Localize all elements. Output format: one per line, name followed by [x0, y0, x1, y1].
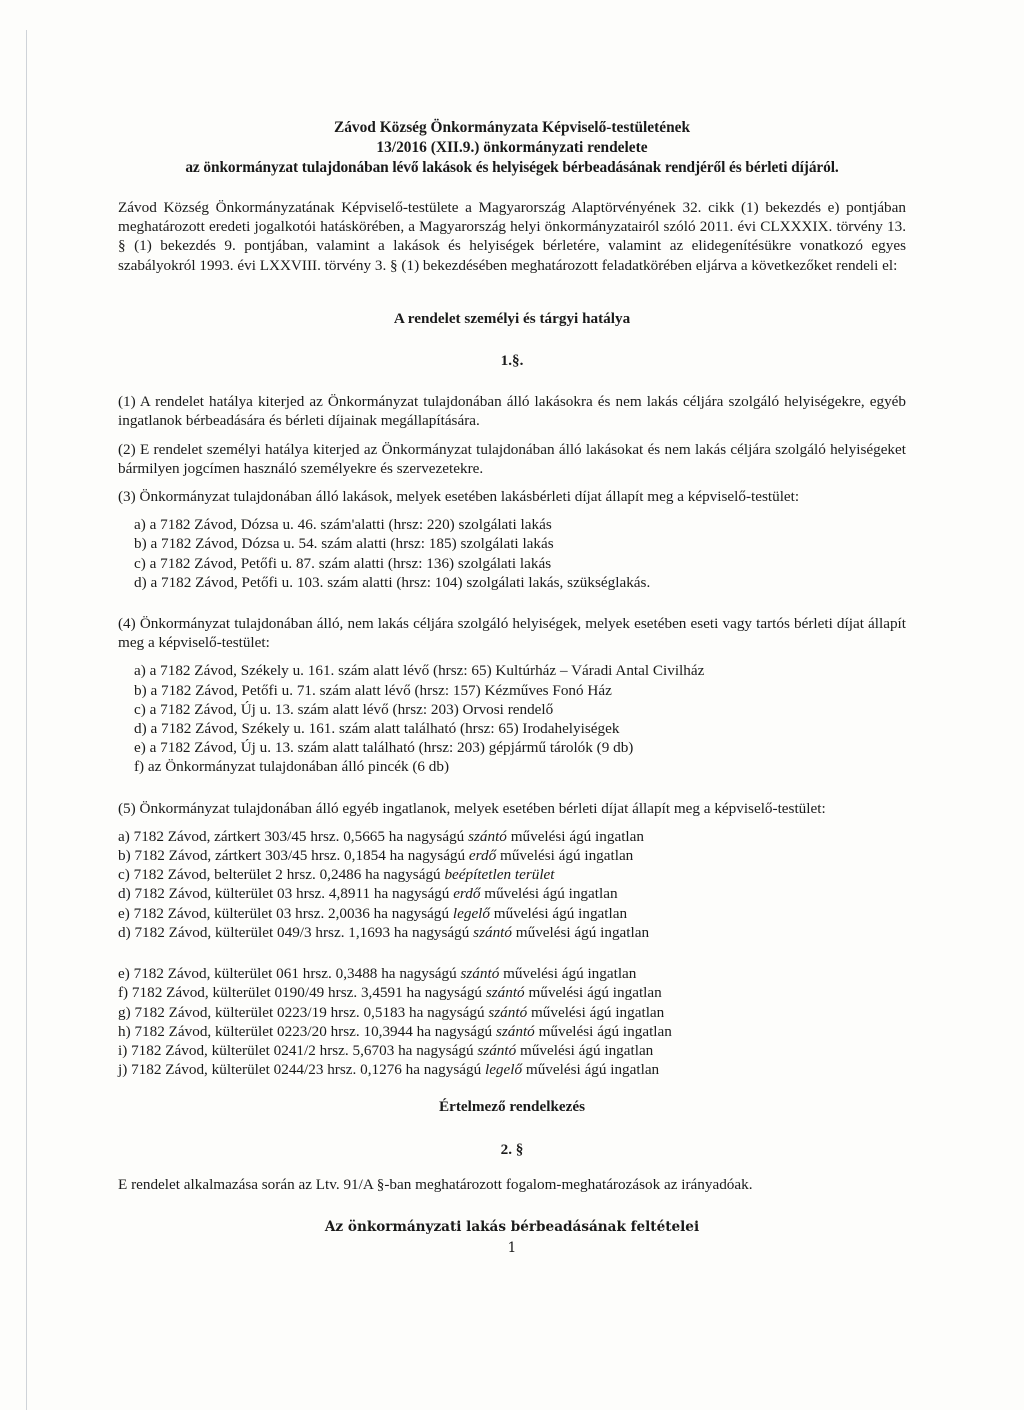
property-text: d) 7182 Závod, külterület 049/3 hrsz. 1,1693 ha nagyságú	[118, 923, 474, 941]
land-use-type: szántó	[477, 1041, 517, 1059]
property-item	[118, 846, 906, 865]
land-use-type: szántó	[460, 965, 500, 983]
property-item	[118, 1041, 906, 1060]
ch1-paragraph-5: (5) Önkormányzat tulajdonában álló egyéb ingatlanok, melyek esetében bérleti díjat állapít meg a képviselő-testület:	[118, 799, 826, 817]
ch1-paragraph-4: (4) Önkormányzat tulajdonában álló, nem lakás céljára szolgáló helyiségek, melyek esetében eseti vagy tartós bérleti díjat állapít meg a képviselő-testület:	[118, 615, 906, 652]
property-suffix: művelési ágú ingatlan	[527, 1003, 665, 1021]
property-item	[118, 983, 906, 1002]
p3-list	[118, 515, 906, 592]
ch2-paragraph-1: E rendelet alkalmazása során az Ltv. 91/A §-ban meghatározott fogalom-meghatározások az irányadóak.	[118, 1175, 753, 1193]
property-suffix: művelési ágú ingatlan	[490, 904, 628, 922]
land-use-type: szántó	[488, 1003, 528, 1021]
chapter1-heading: A rendelet személyi és tárgyi hatálya	[393, 309, 631, 327]
property-text: h) 7182 Závod, külterület 0223/20 hrsz. 10,3944 ha nagyságú	[118, 1022, 496, 1040]
property-text: e) 7182 Závod, külterület 061 hrsz. 0,3488 ha nagyságú	[118, 965, 461, 983]
property-suffix: művelési ágú ingatlan	[522, 1061, 660, 1079]
property-suffix: művelési ágú ingatlan	[480, 885, 618, 903]
p4-list	[118, 661, 906, 776]
land-use-type: legelő	[484, 1061, 523, 1079]
property-suffix: művelési ágú ingatlan	[511, 923, 650, 941]
preamble: Závod Község Önkormányzatának Képviselő-testülete a Magyarország Alaptörvényének 32. cikk (1) bekezdés e) pontjában meghatározott eredeti jogalkotói hatáskörében, a Magyarország helyi önkormányzatairól szóló 2011. évi CLXXXIX. törvény 13. § (1) bekezdés 9. pontjában, valamint a lakások és helyiségek bérletére, valamint az elidegenítésükre vonatkozó egyes szabályokról 1993. évi LXXVIII. törvény 3. § (1) bekezdésében meghatározott feladatkörében eljárva a következőket rendeli el:	[118, 199, 906, 274]
property-item	[118, 923, 906, 942]
p5-list-continued	[118, 964, 906, 1079]
ch1-paragraph-3: (3) Önkormányzat tulajdonában álló lakások, melyek esetében lakásbérleti díjat állapít meg a képviselő-testület:	[118, 488, 800, 506]
property-suffix: művelési ágú ingatlan	[499, 965, 637, 983]
property-suffix: művelési ágú ingatlan	[534, 1022, 672, 1040]
list-item: d) a 7182 Závod, Székely u. 161. szám alatt található (hrsz: 65) Irodahelyiségek	[134, 720, 620, 738]
land-use-type: legelő	[452, 904, 490, 922]
property-text: d) 7182 Závod, külterület 03 hrsz. 4,8911 ha nagyságú	[118, 885, 454, 903]
property-text: f) 7182 Závod, külterület 0190/49 hrsz. 3,4591 ha nagyságú	[118, 984, 486, 1002]
property-text: a) 7182 Závod, zártkert 303/45 hrsz. 0,5665 ha nagyságú	[118, 827, 469, 845]
property-text: i) 7182 Závod, külterület 0241/2 hrsz. 5,6703 ha nagyságú	[118, 1041, 478, 1059]
property-text: g) 7182 Závod, külterület 0223/19 hrsz. 0,5183 ha nagyságú	[118, 1003, 489, 1021]
chapter3-heading: Az önkormányzati lakás bérbeadásának feltételei	[324, 1218, 700, 1235]
property-suffix: művelési ágú ingatlan	[524, 984, 662, 1002]
land-use-type: erdő	[468, 847, 497, 865]
land-use-type: beépítetlen terület	[444, 866, 555, 884]
ch1-paragraph-1: (1) A rendelet hatálya kiterjed az Önkormányzat tulajdonában álló lakásokra és nem lakás céljára szolgáló helyiségekre, egyéb ingatlanok bérbeadására és bérleti díjainak megállapítására.	[118, 393, 906, 430]
document-page	[118, 118, 906, 1258]
property-text: j) 7182 Závod, külterület 0244/23 hrsz. 0,1276 ha nagyságú	[118, 1061, 485, 1079]
property-item	[118, 1022, 906, 1041]
doc-title-line3: az önkormányzat tulajdonában lévő lakások és helyiségek bérbeadásának rendjéről és bérleti díjáról.	[185, 159, 839, 176]
ch1-paragraph-2: (2) E rendelet személyi hatálya kiterjed az Önkormányzat tulajdonában álló lakásokat és nem lakás céljára szolgáló helyiségeket bármilyen jogcímen használó személyekre és szervezetekre.	[118, 440, 906, 477]
doc-title-line1: Závod Község Önkormányzata Képviselő-testületének	[333, 119, 691, 136]
land-use-type: szántó	[468, 827, 507, 845]
p5-list	[118, 827, 906, 942]
property-item	[118, 827, 906, 846]
property-text: c) 7182 Závod, belterület 2 hrsz. 0,2486 ha nagyságú	[118, 866, 445, 884]
section-1-number: 1.§.	[500, 352, 524, 370]
doc-title-line2: 13/2016 (XII.9.) önkormányzati rendelete	[376, 139, 648, 156]
land-use-type: erdő	[453, 885, 481, 903]
list-item: b) a 7182 Závod, Petőfi u. 71. szám alatt lévő (hrsz: 157) Kézműves Fonó Ház	[134, 681, 612, 699]
page-number: 1	[507, 1240, 517, 1257]
property-item	[118, 884, 906, 903]
property-text: e) 7182 Závod, külterület 03 hrsz. 2,0036 ha nagyságú	[118, 904, 453, 922]
property-suffix: művelési ágú ingatlan	[506, 827, 644, 845]
land-use-type: szántó	[485, 984, 525, 1002]
property-suffix: művelési ágú ingatlan	[496, 847, 634, 865]
property-item	[118, 1060, 906, 1079]
list-item: b) a 7182 Závod, Dózsa u. 54. szám alatti (hrsz: 185) szolgálati lakás	[134, 535, 554, 553]
section-2-number: 2. §	[500, 1140, 524, 1158]
scan-edge-line	[26, 30, 27, 1410]
property-text: b) 7182 Závod, zártkert 303/45 hrsz. 0,1854 ha nagyságú	[118, 847, 469, 865]
list-item: a) a 7182 Závod, Dózsa u. 46. szám'alatti (hrsz: 220) szolgálati lakás	[134, 516, 552, 534]
property-item	[118, 964, 906, 983]
land-use-type: szántó	[495, 1022, 535, 1040]
property-item	[118, 904, 906, 923]
list-item: e) a 7182 Závod, Új u. 13. szám alatt található (hrsz: 203) gépjármű tárolók (9 db)	[134, 739, 634, 757]
list-item: a) a 7182 Závod, Székely u. 161. szám alatt lévő (hrsz: 65) Kultúrház – Váradi Antal Civilház	[134, 662, 705, 680]
list-item: d) a 7182 Závod, Petőfi u. 103. szám alatti (hrsz: 104) szolgálati lakás, szükséglakás.	[134, 573, 651, 591]
chapter2-heading: Értelmező rendelkezés	[438, 1098, 586, 1116]
land-use-type: szántó	[473, 923, 512, 941]
list-item: f) az Önkormányzat tulajdonában álló pincék (6 db)	[134, 758, 450, 776]
property-suffix: művelési ágú ingatlan	[516, 1041, 654, 1059]
list-item: c) a 7182 Závod, Új u. 13. szám alatt lévő (hrsz: 203) Orvosi rendelő	[134, 700, 554, 718]
property-item	[118, 1003, 906, 1022]
property-item	[118, 865, 906, 884]
list-item: c) a 7182 Závod, Petőfi u. 87. szám alatti (hrsz: 136) szolgálati lakás	[134, 554, 552, 572]
